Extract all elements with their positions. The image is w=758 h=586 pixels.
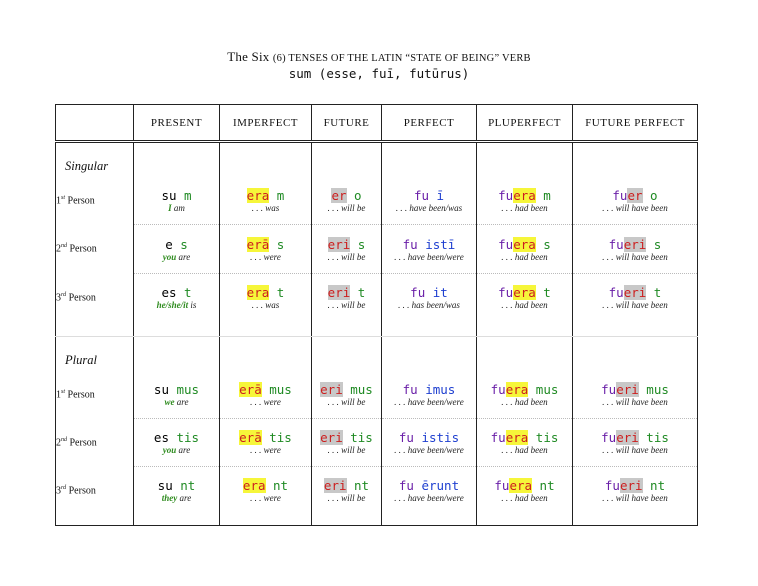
gloss-text: are <box>177 493 192 504</box>
table-row <box>56 418 698 466</box>
gap-cell <box>573 515 698 526</box>
tense-sign: era <box>246 284 270 300</box>
person-label <box>56 225 134 273</box>
person-label <box>56 371 134 419</box>
verb-stem: su <box>153 381 177 397</box>
verb-gloss: . . . will have been <box>602 445 668 456</box>
verb-ending: mus <box>638 381 669 397</box>
verb-form <box>477 237 572 252</box>
verb-stem: fu <box>608 284 624 300</box>
person-number: 2 <box>56 437 61 449</box>
verb-gloss <box>134 252 219 262</box>
cell-futperf <box>573 418 698 466</box>
gap-cell <box>312 321 382 336</box>
tense-sign: eri <box>616 381 639 397</box>
tense-sign: eri <box>320 381 343 397</box>
gloss-pronoun: they <box>161 493 178 504</box>
cell-perfect <box>382 225 477 273</box>
section-gap <box>56 515 698 526</box>
verb-gloss <box>134 203 219 213</box>
tense-sign: eri <box>323 478 347 494</box>
group-spacer <box>312 336 382 370</box>
tense-sign: eri <box>320 430 343 446</box>
tense-sign: eri <box>623 236 647 252</box>
verb-gloss: . . . will be <box>327 251 366 262</box>
verb-gloss: . . . have been/were <box>394 251 464 262</box>
person-label <box>56 177 134 225</box>
verb-stem: fu <box>601 430 617 446</box>
tense-sign: eri <box>619 478 643 494</box>
cell-imperfect <box>220 273 312 321</box>
verb-ending: nt <box>180 478 196 494</box>
verb-gloss: . . . will have been <box>602 203 668 214</box>
verb-ending: nt <box>642 478 666 494</box>
gloss-text: are <box>176 445 191 456</box>
group-spacer <box>382 336 477 370</box>
cell-future <box>312 225 382 273</box>
verb-form <box>134 188 219 203</box>
cell-perfect <box>382 273 477 321</box>
gloss-text: is <box>188 299 197 310</box>
verb-gloss: . . . has been/was <box>398 299 460 310</box>
gap-cell <box>477 515 573 526</box>
table-row <box>56 371 698 419</box>
person-label <box>56 273 134 321</box>
verb-gloss: . . . have been/was <box>395 203 463 214</box>
verb-gloss: . . . were <box>250 251 281 262</box>
group-spacer <box>573 142 698 178</box>
tense-sign: eri <box>616 430 639 446</box>
table-row <box>56 177 698 225</box>
verb-gloss: . . . had been <box>501 203 548 214</box>
header-future: FUTURE <box>312 105 382 142</box>
page-title <box>0 49 758 65</box>
verb-ending: istis <box>421 430 460 446</box>
tense-sign: erā <box>239 381 262 397</box>
cell-present <box>134 177 220 225</box>
verb-stem: fu <box>498 284 514 300</box>
cell-perfect <box>382 418 477 466</box>
tense-sign: era <box>513 188 536 204</box>
verb-form <box>477 285 572 300</box>
verb-gloss <box>134 300 219 310</box>
verb-stem: fu <box>498 188 514 204</box>
group-spacer <box>477 336 573 370</box>
verb-ending: m <box>535 188 551 204</box>
verb-stem: fu <box>398 478 422 494</box>
verb-stem: es <box>161 284 185 300</box>
verb-stem: fu <box>490 381 506 397</box>
verb-form <box>134 237 219 252</box>
tense-sign: era <box>513 236 536 252</box>
table-row <box>56 225 698 273</box>
verb-ending: t <box>269 284 285 300</box>
cell-imperfect <box>220 418 312 466</box>
gap-cell <box>382 515 477 526</box>
cell-present <box>134 371 220 419</box>
verb-form <box>477 430 572 445</box>
cell-imperfect <box>220 177 312 225</box>
verb-stem: fu <box>413 188 437 204</box>
verb-gloss: . . . was <box>251 203 280 214</box>
tense-sign: era <box>505 381 529 397</box>
gloss-text: am <box>171 203 185 214</box>
gap-cell <box>477 321 573 336</box>
verb-form <box>573 478 697 493</box>
header-pluperfect: PLUPERFECT <box>477 105 573 142</box>
cell-pluperfect <box>477 225 573 273</box>
verb-form <box>134 478 219 493</box>
title-six: Six <box>251 49 270 64</box>
verb-form <box>477 478 572 493</box>
verb-ending: tis <box>176 430 200 446</box>
verb-gloss: . . . will have been <box>602 493 668 504</box>
verb-stem: fu <box>608 236 624 252</box>
tense-sign: erā <box>246 236 270 252</box>
verb-stem: fu <box>398 430 422 446</box>
person-number: 2 <box>56 243 61 255</box>
group-spacer <box>134 142 220 178</box>
group-spacer <box>573 336 698 370</box>
cell-pluperfect <box>477 467 573 515</box>
verb-form <box>220 285 311 300</box>
tense-sign: eri <box>623 284 647 300</box>
gap-cell <box>220 515 312 526</box>
page-subtitle: sum (esse, fuī, futūrus) <box>288 66 470 81</box>
person-word: Person <box>68 485 96 497</box>
verb-ending: m <box>184 188 192 204</box>
verb-gloss: . . . had been <box>501 299 548 310</box>
verb-form <box>312 430 381 445</box>
verb-form <box>312 237 381 252</box>
verb-stem: fu <box>490 430 506 446</box>
gloss-pronoun: you <box>162 445 177 456</box>
cell-futperf <box>573 371 698 419</box>
verb-stem: fu <box>612 188 628 204</box>
header-row <box>56 105 698 142</box>
verb-ending: ērunt <box>421 478 460 494</box>
tense-sign: era <box>509 478 533 494</box>
verb-form <box>220 382 311 397</box>
person-number: 1 <box>56 389 61 401</box>
tense-sign: era <box>242 478 266 494</box>
verb-ending: istī <box>425 236 456 252</box>
gap-cell <box>134 515 220 526</box>
group-spacer <box>134 336 220 370</box>
verb-gloss: . . . will be <box>327 203 366 214</box>
gloss-pronoun: he/she/it <box>156 299 189 310</box>
verb-gloss: . . . were <box>250 493 281 504</box>
verb-form <box>220 478 311 493</box>
verb-form <box>312 382 381 397</box>
group-label-plural: Plural <box>65 352 97 367</box>
verb-form <box>382 237 476 252</box>
verb-ending: nt <box>346 478 370 494</box>
cell-present <box>134 225 220 273</box>
table-row <box>56 273 698 321</box>
cell-present <box>134 467 220 515</box>
group-label-singular: Singular <box>65 159 109 174</box>
group-spacer <box>220 336 312 370</box>
cell-pluperfect <box>477 273 573 321</box>
verb-stem: e <box>165 236 181 252</box>
verb-gloss <box>134 397 219 407</box>
person-ordinal: nd <box>61 436 67 443</box>
tense-sign: eri <box>327 236 351 252</box>
verb-form <box>312 478 381 493</box>
verb-form <box>220 237 311 252</box>
gap-cell <box>134 321 220 336</box>
verb-form <box>382 285 476 300</box>
person-number: 3 <box>56 485 61 497</box>
header-corner <box>56 105 134 142</box>
group-spacer <box>312 142 382 178</box>
verb-form <box>134 285 219 300</box>
cell-imperfect <box>220 371 312 419</box>
group-row-singular <box>56 142 698 178</box>
person-number: 3 <box>56 291 61 303</box>
cell-futperf <box>573 225 698 273</box>
verb-gloss: . . . had been <box>501 251 548 262</box>
verb-ending: s <box>535 236 551 252</box>
gloss-pronoun: I <box>168 203 172 214</box>
verb-form <box>382 478 476 493</box>
verb-ending: ī <box>436 188 445 204</box>
verb-gloss: . . . had been <box>501 445 548 456</box>
title-the: The <box>227 49 249 64</box>
tense-sign: era <box>513 284 536 300</box>
verb-ending: mus <box>261 381 292 397</box>
verb-stem: fu <box>402 381 426 397</box>
verb-ending: tis <box>528 430 559 446</box>
verb-form <box>477 382 572 397</box>
tense-sign: er <box>627 188 643 204</box>
person-label <box>56 418 134 466</box>
verb-stem: es <box>153 430 177 446</box>
verb-gloss: . . . were <box>250 445 281 456</box>
verb-gloss <box>134 445 219 455</box>
tense-sign: era <box>246 188 270 204</box>
verb-stem: fu <box>498 236 514 252</box>
person-label <box>56 467 134 515</box>
verb-form <box>477 188 572 203</box>
header-future-perfect: FUTURE PERFECT <box>573 105 698 142</box>
cell-present <box>134 418 220 466</box>
singular-section <box>56 142 698 337</box>
cell-perfect <box>382 371 477 419</box>
cell-pluperfect <box>477 418 573 466</box>
verb-gloss: . . . will have been <box>602 396 668 407</box>
gloss-pronoun: we <box>164 396 175 407</box>
verb-stem: fu <box>601 381 617 397</box>
cell-perfect <box>382 177 477 225</box>
verb-form <box>220 430 311 445</box>
person-word: Person <box>68 291 96 303</box>
verb-ending: s <box>269 236 285 252</box>
header-imperfect: IMPERFECT <box>220 105 312 142</box>
verb-form <box>573 430 697 445</box>
person-word: Person <box>67 195 95 207</box>
verb-stem: fu <box>494 478 510 494</box>
cell-futperf <box>573 273 698 321</box>
group-row-plural <box>56 336 698 370</box>
person-ordinal: rd <box>61 291 67 298</box>
verb-form <box>382 188 476 203</box>
header-perfect: PERFECT <box>382 105 477 142</box>
gloss-text: are <box>176 251 191 262</box>
verb-gloss: . . . had been <box>501 396 548 407</box>
verb-ending: tis <box>342 430 373 446</box>
person-word: Person <box>69 243 97 255</box>
verb-form <box>134 430 219 445</box>
verb-form <box>134 382 219 397</box>
tense-sign: erā <box>239 430 262 446</box>
verb-gloss: . . . will be <box>327 445 366 456</box>
person-word: Person <box>69 437 97 449</box>
tense-sign: era <box>505 430 529 446</box>
cell-future <box>312 371 382 419</box>
group-spacer <box>382 142 477 178</box>
verb-ending: nt <box>265 478 289 494</box>
verb-gloss: . . . had been <box>501 493 548 504</box>
verb-form <box>573 237 697 252</box>
verb-ending: o <box>642 188 658 204</box>
verb-gloss: . . . have been/were <box>394 493 464 504</box>
verb-ending: mus <box>528 381 559 397</box>
cell-imperfect <box>220 467 312 515</box>
title-rest: (6) TENSES OF THE LATIN “STATE OF BEING” VERB <box>272 53 531 64</box>
verb-ending: nt <box>532 478 555 494</box>
verb-gloss <box>134 493 219 503</box>
person-ordinal: rd <box>61 485 67 492</box>
verb-gloss: . . . will be <box>327 396 366 407</box>
verb-form <box>382 382 476 397</box>
section-gap <box>56 321 698 336</box>
verb-stem: fu <box>604 478 620 494</box>
verb-stem: fu <box>410 284 433 300</box>
cell-present <box>134 273 220 321</box>
verb-ending: o <box>346 188 362 204</box>
verb-ending: t <box>646 284 662 300</box>
plural-section <box>56 336 698 525</box>
verb-stem: fu <box>402 236 426 252</box>
verb-ending: imus <box>425 381 456 397</box>
verb-gloss: . . . have been/were <box>394 396 464 407</box>
verb-stem: su <box>157 478 181 494</box>
gloss-text: are <box>174 396 189 407</box>
verb-gloss: . . . have been/were <box>394 445 464 456</box>
cell-futperf <box>573 467 698 515</box>
verb-gloss: . . . will have been <box>602 251 668 262</box>
cell-future <box>312 177 382 225</box>
verb-ending: t <box>535 284 551 300</box>
cell-pluperfect <box>477 177 573 225</box>
gloss-pronoun: you <box>162 251 177 262</box>
verb-ending: s <box>350 236 366 252</box>
verb-form <box>382 430 476 445</box>
gap-cell <box>573 321 698 336</box>
verb-ending: s <box>180 236 188 252</box>
tense-sign: eri <box>327 284 351 300</box>
verb-form <box>573 382 697 397</box>
tense-sign: er <box>331 188 347 204</box>
verb-gloss: . . . will have been <box>602 299 668 310</box>
conjugation-table <box>55 104 698 526</box>
person-ordinal: nd <box>61 243 67 250</box>
gap-cell <box>312 515 382 526</box>
gap-cell <box>382 321 477 336</box>
person-word: Person <box>67 389 95 401</box>
cell-perfect <box>382 467 477 515</box>
cell-future <box>312 467 382 515</box>
verb-ending: mus <box>176 381 200 397</box>
header-present: PRESENT <box>134 105 220 142</box>
verb-form <box>220 188 311 203</box>
table-row <box>56 467 698 515</box>
cell-future <box>312 273 382 321</box>
group-spacer <box>220 142 312 178</box>
verb-gloss: . . . will be <box>327 299 366 310</box>
verb-gloss: . . . were <box>250 396 281 407</box>
group-spacer <box>477 142 573 178</box>
verb-stem: su <box>161 188 185 204</box>
verb-ending: t <box>184 284 192 300</box>
gap-cell <box>56 321 134 336</box>
verb-form <box>312 285 381 300</box>
person-number: 1 <box>56 195 61 207</box>
verb-gloss: . . . will be <box>327 493 366 504</box>
verb-ending: m <box>269 188 285 204</box>
verb-form <box>312 188 381 203</box>
cell-futperf <box>573 177 698 225</box>
verb-gloss: . . . was <box>251 299 280 310</box>
cell-future <box>312 418 382 466</box>
verb-ending: it <box>432 284 448 300</box>
verb-form <box>573 285 697 300</box>
verb-ending: t <box>350 284 366 300</box>
cell-imperfect <box>220 225 312 273</box>
verb-form <box>573 188 697 203</box>
verb-ending: mus <box>342 381 373 397</box>
gap-cell <box>56 515 134 526</box>
verb-ending: tis <box>638 430 669 446</box>
cell-pluperfect <box>477 371 573 419</box>
gap-cell <box>220 321 312 336</box>
person-ordinal: st <box>61 195 66 202</box>
verb-ending: s <box>646 236 662 252</box>
person-ordinal: st <box>61 388 66 395</box>
verb-ending: tis <box>261 430 292 446</box>
